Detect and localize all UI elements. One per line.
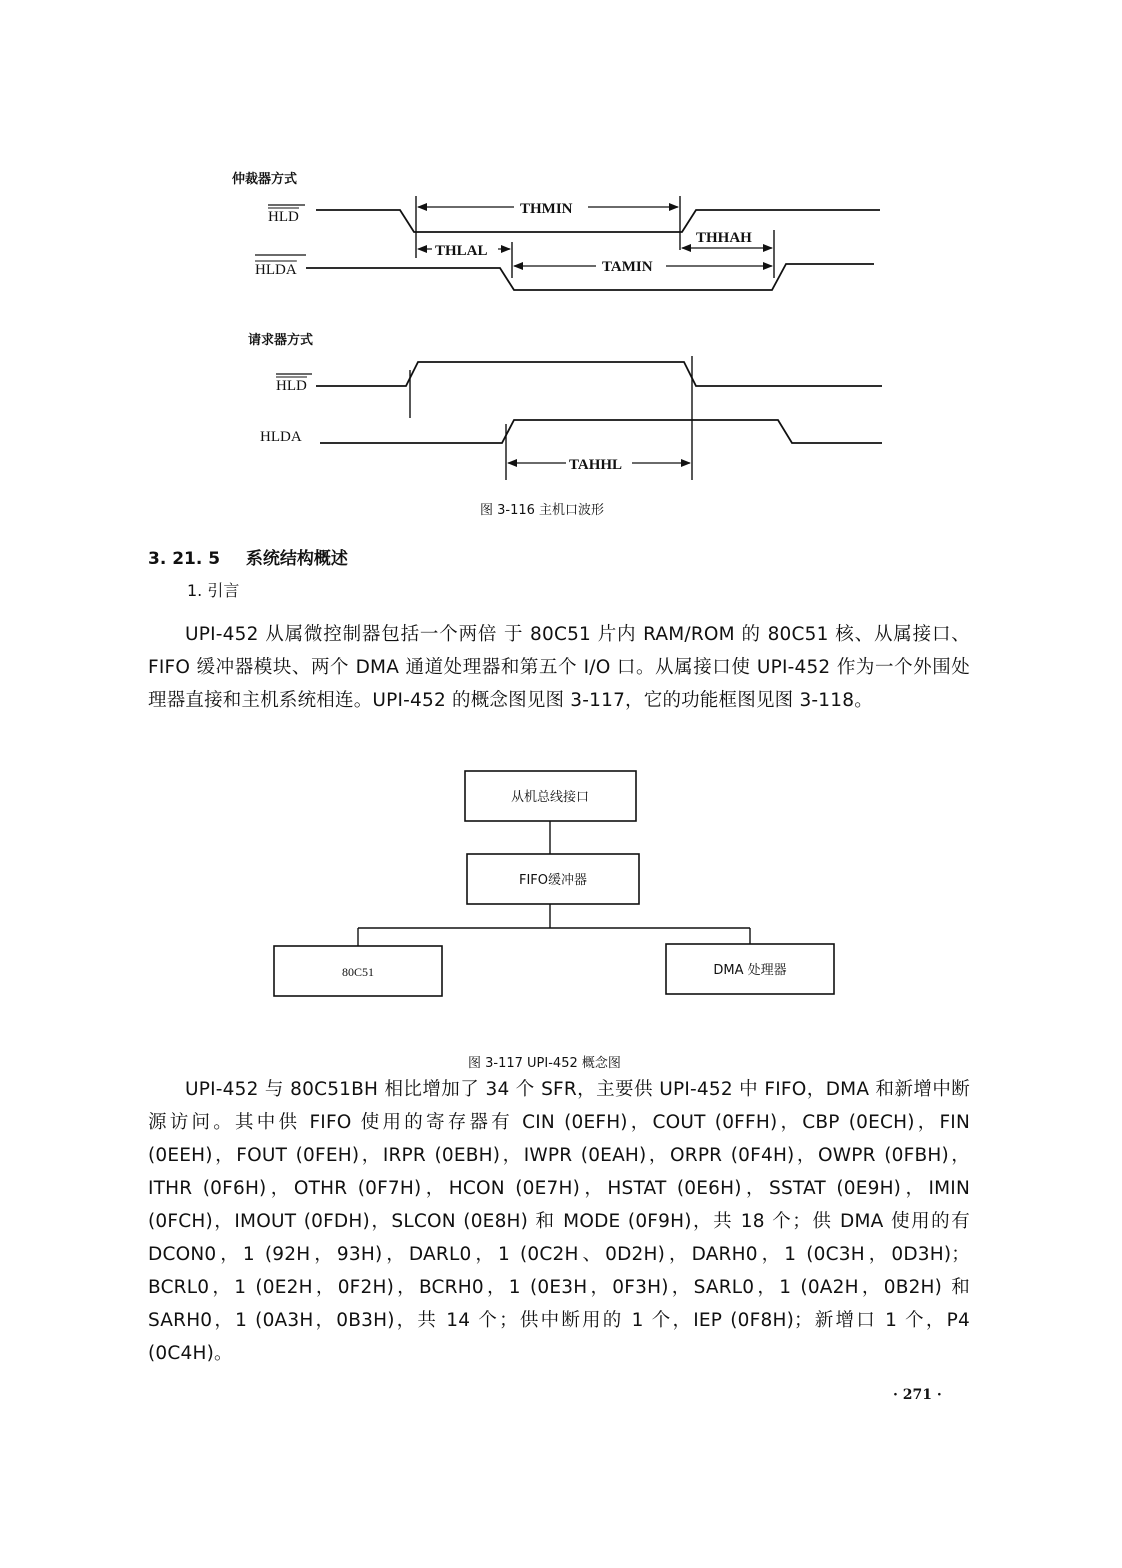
waveform-hlda-arbiter [306,264,874,290]
page-number: · 271 · [893,1387,942,1403]
waveform-hlda-requester [320,420,882,443]
waveform-hld-arbiter [316,210,880,232]
box-label-dma: DMA 处理器 [713,963,787,978]
box-label-80c51: 80C51 [341,965,375,979]
section-number: 3. 21. 5 [148,549,221,569]
section-title: 系统结构概述 [245,549,348,569]
timing-label-tahhl: TAHHL [569,457,623,473]
signal-label-hld: HLD [268,209,299,225]
figure-3-116-waveforms [0,150,1122,530]
box-label-fifo: FIFO缓冲器 [518,873,588,888]
mode-label-requester: 请求器方式 [248,333,314,348]
mode-label-arbiter: 仲裁器方式 [232,172,298,187]
timing-label-tamin: TAMIN [602,259,653,275]
timing-label-thhah: THHAH [696,230,752,246]
signal-label-hlda-bottom: HLDA [260,429,302,445]
subsection-heading: 1. 引言 [187,581,240,600]
timing-label-thmin: THMIN [520,201,573,217]
waveform-hld-requester [316,362,882,386]
figure-3-117-diagram [0,760,1122,1010]
section-heading [148,544,348,569]
paragraph-sfr-list: UPI-452 与 80C51BH 相比增加了 34 个 SFR，主要供 UPI-452 中 FIFO，DMA 和新增中断源访问。其中供 FIFO 使用的寄存器有 CIN (0EFH)，COUT (0FFH)，CBP (0ECH)，FIN (0EEH)，FOUT (0FEH)，IRPR (0EBH)，IWPR (0EAH)，ORPR (0F4H)，OWPR (0FBH)，ITHR (0F6H)，OTHR (0F7H)，HCON (0E7H)，HSTAT (0E6H)，SSTAT (0E9H)，IMIN (0FCH)，IMOUT (0FDH)，SLCON (0E8H) 和 MODE (0F9H)，共 18 个；供 DMA 使用的有 DCON0，1 (92H，93H)，DARL0，1 (0C2H、0D2H)，DARH0，1 (0C3H，0D3H)；BCRL0，1 (0E2H，0F2H)，BCRH0，1 (0E3H，0F3H)，SARL0，1 (0A2H，0B2H) 和 SARH0，1 (0A3H，0B3H)，共 14 个；供中断用的 1 个，IEP (0F8H)；新增口 1 个，P4 (0C4H)。 [148,1079,970,1364]
box-label-slave-bus: 从机总线接口 [510,790,590,805]
signal-label-hlda-top: HLDA [255,262,297,278]
figure-3-117-caption: 图 3-117 UPI-452 概念图 [468,1056,621,1071]
figure-3-116-caption: 图 3-116 主机口波形 [480,503,605,518]
paragraph-introduction: UPI-452 从属微控制器包括一个两倍 于 80C51 片内 RAM/ROM 的 80C51 核、从属接口、FIFO 缓冲器模块、两个 DMA 通道处理器和第五个 I/O 口。从属接口使 UPI-452 作为一个外围处理器直接和主机系统相连。UPI-452 的概念图见图 3-117，它的功能框图见图 3-118。 [148,624,970,711]
signal-label-hld-requester: HLD [276,378,307,394]
timing-label-thlal: THLAL [435,243,488,259]
